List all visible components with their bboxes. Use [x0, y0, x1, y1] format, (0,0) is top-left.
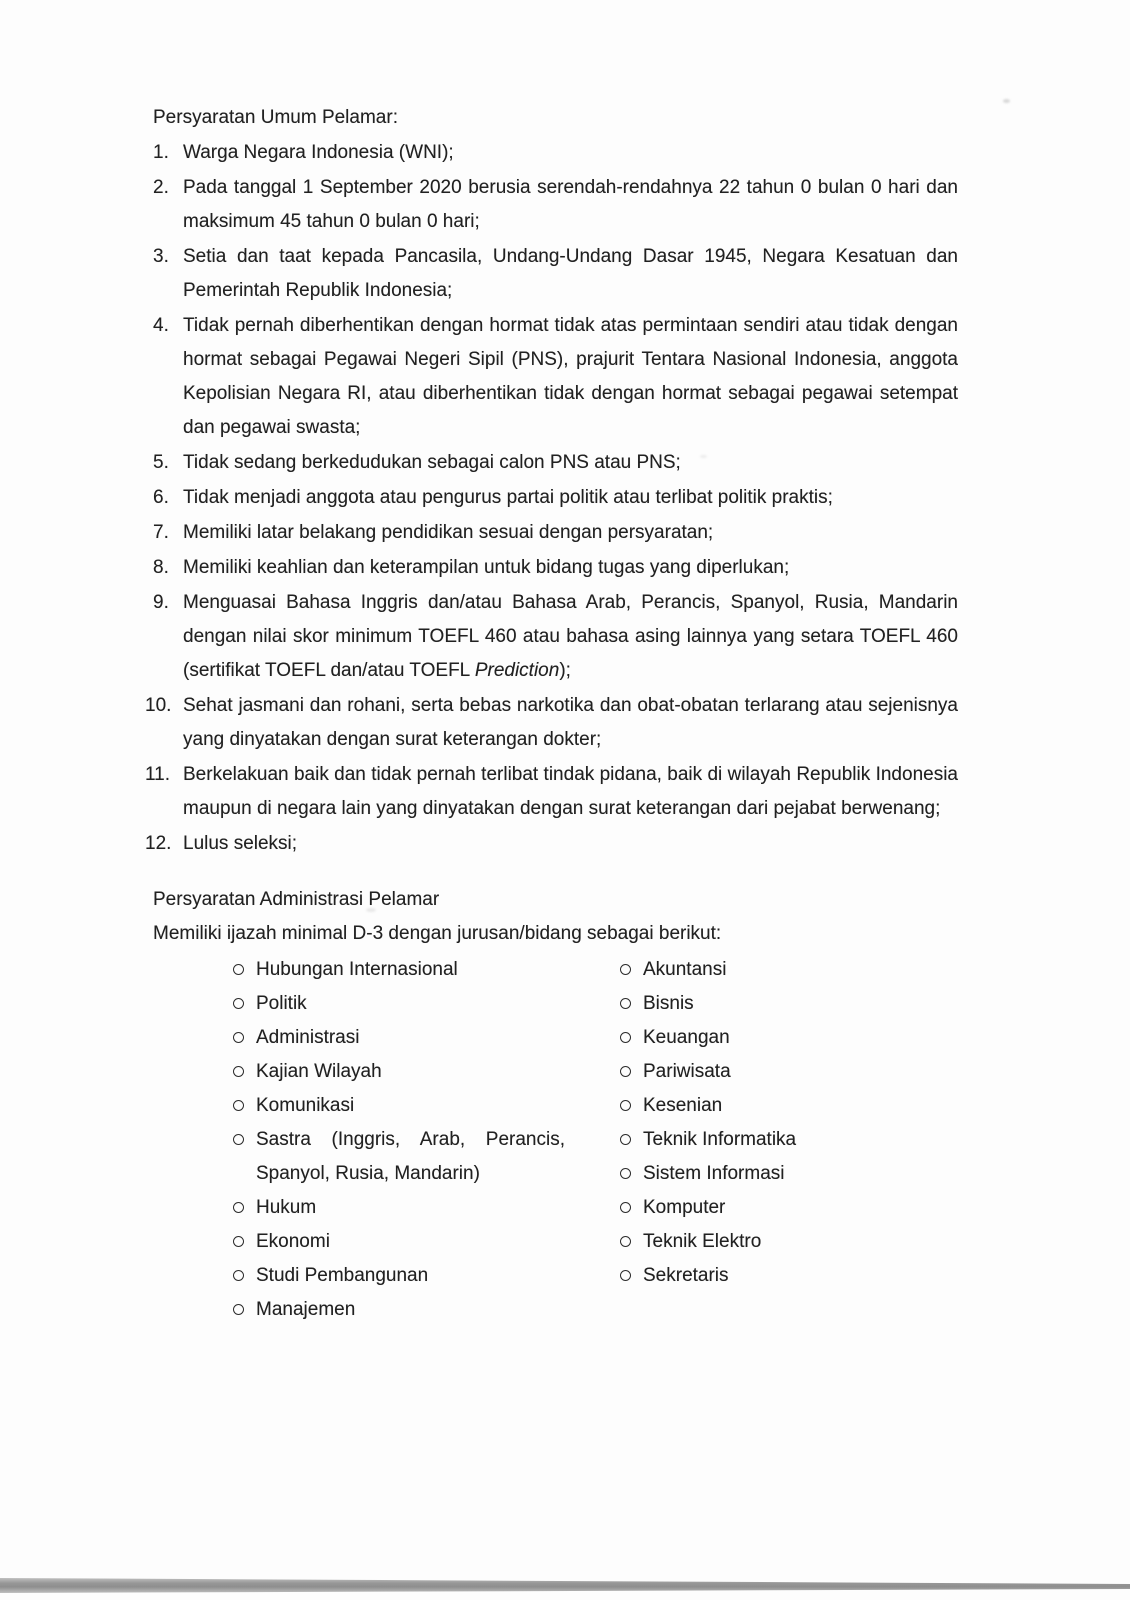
- major-item: [620, 1191, 958, 1225]
- major-item: [233, 1191, 565, 1225]
- majors-column-1: [233, 953, 620, 1327]
- item-number: 3.: [153, 246, 169, 267]
- major-item: [620, 1225, 958, 1259]
- major-item: [233, 987, 565, 1021]
- majors-two-column-list: [233, 953, 958, 1327]
- circle-bullet-icon: [620, 1202, 631, 1213]
- major-label: Sastra (Inggris, Arab, Perancis, Spanyol, Rusia, Mandarin): [256, 1129, 565, 1184]
- major-label: Keuangan: [643, 1027, 730, 1048]
- item-text: Tidak pernah diberhentikan dengan hormat tidak atas permintaan sendiri atau tidak dengan hormat sebagai Pegawai Negeri Sipil (PNS), prajurit Tentara Nasional Indonesia, anggota Kepolisian Negara RI, atau diberhentikan tidak dengan hormat sebagai pegawai setempat dan pegawai swasta;: [183, 315, 958, 438]
- major-label: Sekretaris: [643, 1265, 729, 1286]
- item-number: 7.: [153, 522, 169, 543]
- major-item: [620, 987, 958, 1021]
- major-label: Komputer: [643, 1197, 726, 1218]
- item-text: Setia dan taat kepada Pancasila, Undang-Undang Dasar 1945, Negara Kesatuan dan Pemerintah Republik Indonesia;: [183, 246, 958, 301]
- item-text: Tidak menjadi anggota atau pengurus partai politik atau terlibat politik praktis;: [183, 487, 833, 508]
- item-number: 4.: [153, 315, 169, 336]
- item-number: 12.: [145, 833, 172, 854]
- requirement-item: [145, 309, 958, 445]
- section-heading-persyaratan-umum: Persyaratan Umum Pelamar:: [153, 107, 398, 128]
- major-label: Kajian Wilayah: [256, 1061, 382, 1082]
- item-number: 5.: [153, 452, 169, 473]
- section-heading-persyaratan-administrasi: Persyaratan Administrasi Pelamar: [153, 889, 440, 910]
- major-item: [620, 1259, 958, 1293]
- circle-bullet-icon: [620, 1270, 631, 1281]
- major-label: Hubungan Internasional: [256, 959, 458, 980]
- circle-bullet-icon: [233, 1032, 244, 1043]
- item-number: 2.: [153, 177, 169, 198]
- circle-bullet-icon: [620, 1168, 631, 1179]
- major-item: [233, 1021, 565, 1055]
- scan-speck: [366, 908, 376, 912]
- major-label: Administrasi: [256, 1027, 360, 1048]
- item-text: Memiliki keahlian dan keterampilan untuk bidang tugas yang diperlukan;: [183, 557, 790, 578]
- item-text: Pada tanggal 1 September 2020 berusia serendah-rendahnya 22 tahun 0 bulan 0 hari dan maksimum 45 tahun 0 bulan 0 hari;: [183, 177, 958, 232]
- item-number: 10.: [145, 695, 172, 716]
- requirement-item: [145, 446, 958, 480]
- general-requirements-list: [145, 136, 958, 861]
- item-text: Memiliki latar belakang pendidikan sesuai dengan persyaratan;: [183, 522, 714, 543]
- major-item: [620, 1089, 958, 1123]
- circle-bullet-icon: [233, 1134, 244, 1145]
- circle-bullet-icon: [620, 1066, 631, 1077]
- item-text: Sehat jasmani dan rohani, serta bebas narkotika dan obat-obatan terlarang atau sejenisnya yang dinyatakan dengan surat keterangan dokter;: [183, 695, 958, 750]
- major-label: Politik: [256, 993, 307, 1014]
- major-item: [620, 1021, 958, 1055]
- major-item: [233, 1259, 565, 1293]
- circle-bullet-icon: [233, 1236, 244, 1247]
- item-text: Tidak sedang berkedudukan sebagai calon PNS atau PNS;: [183, 452, 681, 473]
- requirement-item: [145, 689, 958, 757]
- major-item: [233, 1055, 565, 1089]
- major-label: Kesenian: [643, 1095, 723, 1116]
- item-text: Berkelakuan baik dan tidak pernah terlibat tindak pidana, baik di wilayah Republik Indonesia maupun di negara lain yang dinyatakan dengan surat keterangan dari pejabat berwenang;: [183, 764, 958, 819]
- requirement-item: [145, 171, 958, 239]
- scan-speck: [700, 455, 707, 458]
- requirement-item: [145, 758, 958, 826]
- major-item: [620, 1123, 958, 1157]
- administrative-intro-text: Memiliki ijazah minimal D-3 dengan jurusan/bidang sebagai berikut:: [153, 923, 722, 944]
- major-item: [620, 1157, 958, 1191]
- circle-bullet-icon: [620, 1100, 631, 1111]
- requirement-item: [145, 827, 958, 861]
- item-number: 11.: [145, 764, 171, 785]
- circle-bullet-icon: [620, 1134, 631, 1145]
- scan-artifact-band: [0, 1576, 1130, 1594]
- circle-bullet-icon: [233, 1270, 244, 1281]
- circle-bullet-icon: [620, 998, 631, 1009]
- major-item: [233, 1293, 565, 1327]
- major-label: Hukum: [256, 1197, 317, 1218]
- item-number: 8.: [153, 557, 169, 578]
- circle-bullet-icon: [233, 1304, 244, 1315]
- item-text: Lulus seleksi;: [183, 833, 298, 854]
- major-label: Komunikasi: [256, 1095, 355, 1116]
- circle-bullet-icon: [233, 998, 244, 1009]
- majors-column-2: [620, 953, 958, 1327]
- requirement-item: [145, 586, 958, 688]
- item-number: 9.: [153, 592, 169, 613]
- circle-bullet-icon: [620, 1032, 631, 1043]
- requirement-item: [145, 136, 958, 170]
- major-item: [233, 1089, 565, 1123]
- circle-bullet-icon: [233, 1066, 244, 1077]
- major-label: Bisnis: [643, 993, 694, 1014]
- requirement-item: [145, 481, 958, 515]
- major-label: Teknik Informatika: [643, 1129, 797, 1150]
- circle-bullet-icon: [233, 964, 244, 975]
- major-label: Manajemen: [256, 1299, 356, 1320]
- major-label: Akuntansi: [643, 959, 727, 980]
- major-item: [620, 1055, 958, 1089]
- major-item: [233, 953, 565, 987]
- circle-bullet-icon: [233, 1202, 244, 1213]
- requirement-item: [145, 551, 958, 585]
- document-content: [145, 101, 958, 1327]
- requirement-item: [145, 516, 958, 550]
- scan-speck: [1003, 99, 1010, 103]
- major-label: Sistem Informasi: [643, 1163, 785, 1184]
- circle-bullet-icon: [233, 1100, 244, 1111]
- item-text: Warga Negara Indonesia (WNI);: [183, 142, 454, 163]
- major-item: [620, 953, 958, 987]
- major-item: [233, 1225, 565, 1259]
- circle-bullet-icon: [620, 1236, 631, 1247]
- major-label: Ekonomi: [256, 1231, 330, 1252]
- major-label: Pariwisata: [643, 1061, 731, 1082]
- major-label: Teknik Elektro: [643, 1231, 762, 1252]
- circle-bullet-icon: [620, 964, 631, 975]
- requirement-item: [145, 240, 958, 308]
- item-number: 1.: [153, 142, 169, 163]
- item-number: 6.: [153, 487, 169, 508]
- major-label: Studi Pembangunan: [256, 1265, 429, 1286]
- major-item: [233, 1123, 565, 1191]
- item-text: Menguasai Bahasa Inggris dan/atau Bahasa Arab, Perancis, Spanyol, Rusia, Mandarin dengan nilai skor minimum TOEFL 460 atau bahasa asing lainnya yang setara TOEFL 460 (sertifikat TOEFL dan/atau TOEFL Prediction);: [183, 592, 958, 681]
